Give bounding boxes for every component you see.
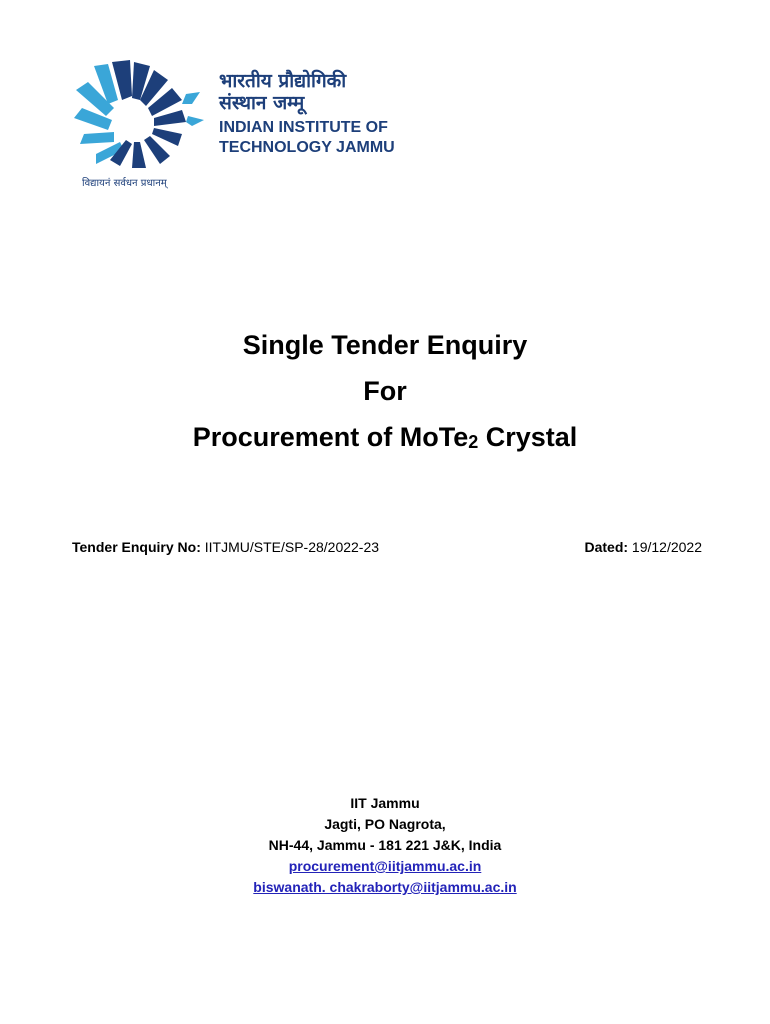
address-line-3: NH-44, Jammu - 181 221 J&K, India [268, 837, 502, 853]
address-line-1: IIT Jammu [350, 795, 420, 811]
title-line-1: Single Tender Enquiry [242, 330, 528, 360]
dated-label: Dated: [584, 539, 629, 555]
tender-enquiry-number [72, 537, 379, 557]
logo-english-name-line-1: INDIAN INSTITUTE OF [219, 119, 388, 136]
address-block [0, 793, 770, 898]
tender-enquiry-label: Tender Enquiry No: [72, 539, 201, 555]
title-line-3 [0, 414, 770, 465]
address-line-2: Jagti, PO Nagrota, [324, 816, 446, 832]
iit-jammu-emblem-icon [74, 60, 204, 170]
institute-logo [74, 60, 404, 195]
title-line-3-suffix: Crystal [478, 422, 578, 452]
logo-english-name-line-2: TECHNOLOGY JAMMU [219, 139, 395, 156]
title-subscript: 2 [468, 432, 479, 452]
logo-hindi-name-line-1: भारतीय प्रौद्योगिकी [219, 70, 347, 92]
logo-hindi-name-line-2: संस्थान जम्मू [219, 92, 305, 114]
document-title [0, 322, 770, 465]
logo-motto: विद्यायनं सर्वधन प्रधानम् [82, 178, 167, 189]
dated-value: 19/12/2022 [628, 539, 702, 555]
tender-date [584, 537, 702, 557]
contact-email-link[interactable]: biswanath. chakraborty@iitjammu.ac.in [253, 879, 517, 895]
tender-enquiry-value: IITJMU/STE/SP-28/2022-23 [200, 539, 380, 555]
title-line-3-prefix: Procurement of MoTe [192, 422, 469, 452]
procurement-email-link[interactable]: procurement@iitjammu.ac.in [288, 858, 482, 874]
title-line-2: For [363, 376, 407, 406]
